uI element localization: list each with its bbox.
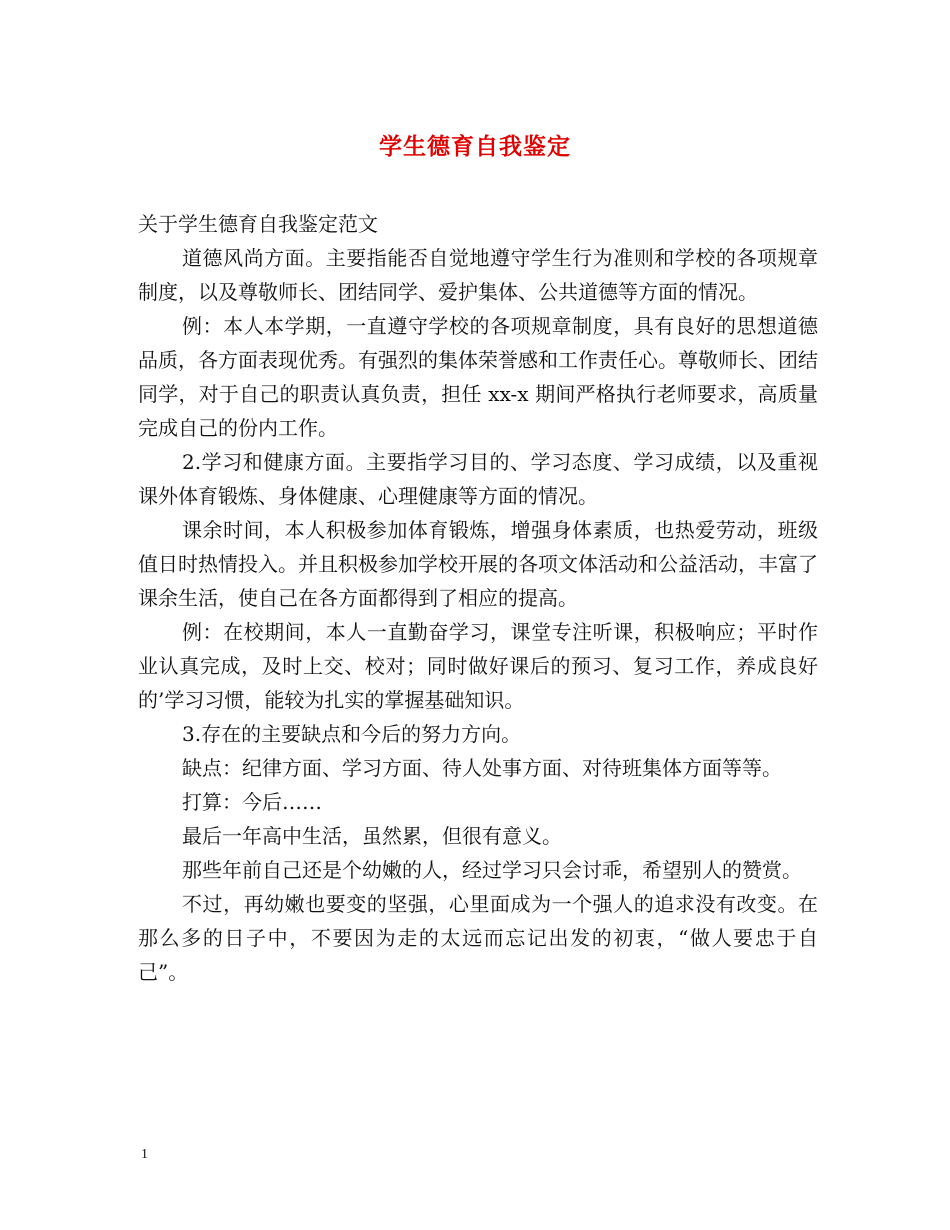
paragraph-spare-time: 课余时间，本人积极参加体育锻炼，增强身体素质，也热爱劳动，班级值日时热情投入。并且积极参加学校开展的各项文体活动和公益活动，丰富了课余生活，使自己在各方面都得到了相应的提高。: [138, 518, 818, 610]
paragraph-shortcomings-heading: 3.存在的主要缺点和今后的努力方向。: [182, 722, 522, 746]
document-subtitle: 关于学生德育自我鉴定范文: [138, 212, 378, 236]
paragraph-moral-conduct: 道德风尚方面。主要指能否自觉地遵守学生行为准则和学校的各项规章制度，以及尊敬师长、团结同学、爱护集体、公共道德等方面的情况。: [138, 246, 818, 304]
paragraph-shortcomings: 缺点：纪律方面、学习方面、待人处事方面、对待班集体方面等等。: [182, 756, 782, 780]
paragraph-final-year: 最后一年高中生活，虽然累，但很有意义。: [182, 824, 562, 848]
paragraph-study-health: 2.学习和健康方面。主要指学习目的、学习态度、学习成绩，以及重视课外体育锻炼、身体健康、心理健康等方面的情况。: [138, 450, 818, 508]
paragraph-past-self: 那些年前自己还是个幼嫩的人，经过学习只会讨乖，希望别人的赞赏。: [182, 858, 802, 882]
paragraph-example-conduct: 例：本人本学期，一直遵守学校的各项规章制度，具有良好的思想道德品质，各方面表现优秀。有强烈的集体荣誉感和工作责任心。尊敬师长、团结同学，对于自己的职责认真负责，担任 xx-x 期间严格执行老师要求，高质量完成自己的份内工作。: [138, 314, 818, 440]
document-body: [138, 207, 818, 989]
document-title: 学生德育自我鉴定: [379, 133, 571, 160]
page-number: 1: [141, 1147, 148, 1162]
paragraph-plan: 打算：今后……: [182, 790, 322, 814]
paragraph-example-study: 例：在校期间，本人一直勤奋学习，课堂专注听课，积极响应；平时作业认真完成，及时上交、校对；同时做好课后的预习、复习工作，养成良好的’学习习惯，能较为扎实的掌握基础知识。: [138, 620, 818, 712]
paragraph-conclusion: 不过，再幼嫩也要变的坚强，心里面成为一个强人的追求没有改变。在那么多的日子中，不要因为走的太远而忘记出发的初衷，“做人要忠于自己”。: [138, 892, 818, 984]
